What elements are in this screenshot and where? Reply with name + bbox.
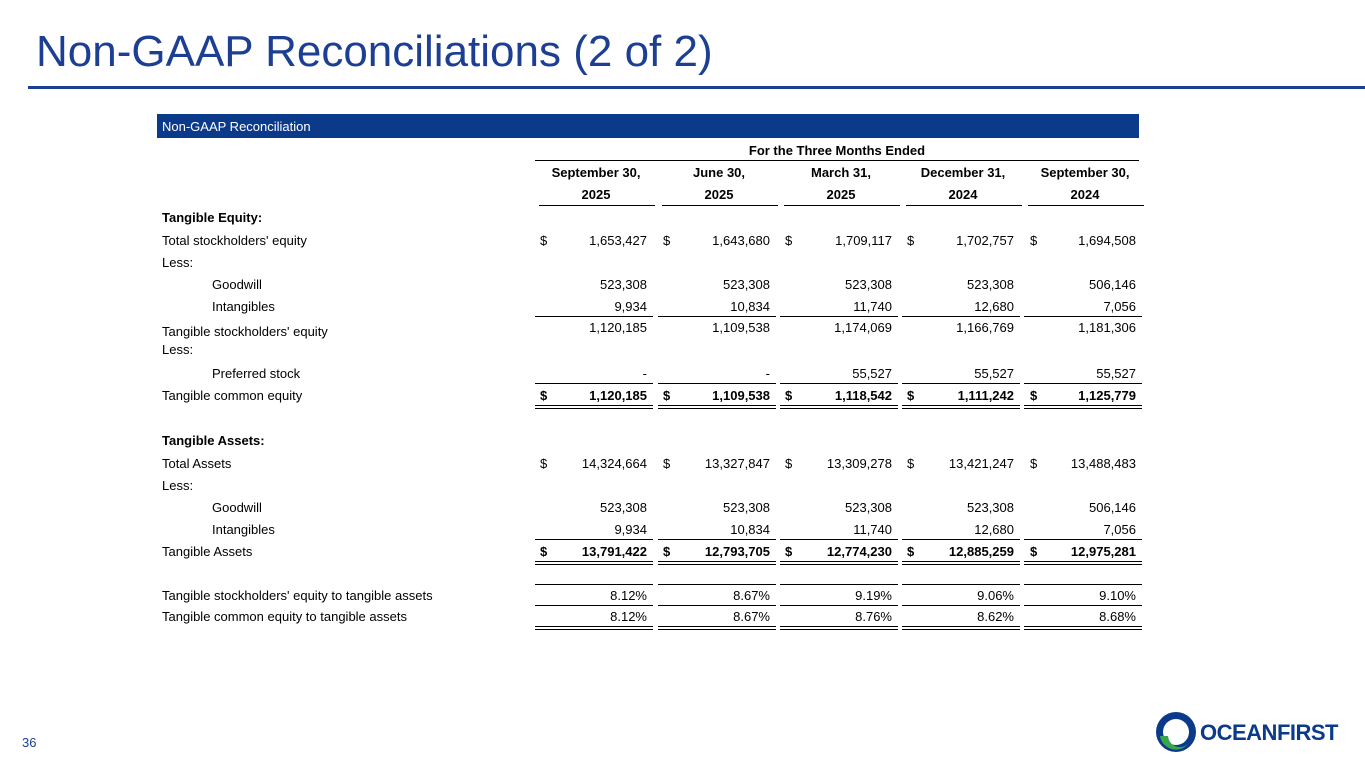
cell-value: 8.68% bbox=[1099, 609, 1136, 624]
column-header-month: September 30, bbox=[1040, 165, 1130, 180]
column-header-rule bbox=[906, 205, 1022, 206]
cell-value: 9.06% bbox=[977, 588, 1014, 603]
cell-value: 1,643,680 bbox=[712, 233, 770, 248]
cell-rule bbox=[535, 316, 653, 317]
currency-symbol: $ bbox=[1030, 456, 1038, 471]
cell-rule bbox=[658, 539, 776, 540]
cell-rule-double bbox=[535, 629, 653, 630]
cell-value: 1,702,757 bbox=[956, 233, 1014, 248]
cell-value: 523,308 bbox=[845, 277, 892, 292]
cell-rule-top bbox=[1024, 584, 1142, 585]
cell-value: 13,488,483 bbox=[1070, 456, 1136, 471]
currency-symbol: $ bbox=[907, 388, 915, 403]
column-header-year: 2024 bbox=[1070, 187, 1100, 202]
cell-rule bbox=[902, 605, 1020, 606]
cell-rule bbox=[658, 605, 776, 606]
cell-rule bbox=[1024, 383, 1142, 384]
cell-value: 13,327,847 bbox=[704, 456, 770, 471]
currency-symbol: $ bbox=[907, 233, 915, 248]
column-header-month: March 31, bbox=[811, 165, 871, 180]
row-label: Less: bbox=[162, 255, 194, 270]
currency-symbol: $ bbox=[663, 388, 671, 403]
cell-rule bbox=[1024, 561, 1142, 562]
cell-rule bbox=[780, 383, 898, 384]
cell-rule-double bbox=[658, 564, 776, 565]
section-heading: Tangible Equity: bbox=[162, 210, 263, 225]
cell-value: 1,174,069 bbox=[834, 320, 892, 335]
cell-value: 506,146 bbox=[1089, 277, 1136, 292]
cell-rule-double bbox=[535, 564, 653, 565]
oceanfirst-logo bbox=[1154, 710, 1344, 754]
cell-rule bbox=[535, 561, 653, 562]
cell-value: 1,709,117 bbox=[835, 233, 892, 248]
cell-rule bbox=[1024, 605, 1142, 606]
currency-symbol: $ bbox=[907, 544, 915, 559]
cell-value: 55,527 bbox=[852, 366, 892, 381]
cell-rule bbox=[902, 561, 1020, 562]
logo-wordmark: OCEANFIRST bbox=[1200, 720, 1338, 745]
column-header-month: December 31, bbox=[920, 165, 1006, 180]
cell-value: 506,146 bbox=[1089, 500, 1136, 515]
cell-rule bbox=[1024, 405, 1142, 406]
cell-value: 11,740 bbox=[853, 299, 892, 314]
currency-symbol: $ bbox=[785, 233, 793, 248]
cell-rule bbox=[780, 626, 898, 627]
cell-rule bbox=[902, 539, 1020, 540]
cell-rule-double bbox=[780, 564, 898, 565]
cell-rule bbox=[658, 405, 776, 406]
column-header-rule bbox=[539, 205, 655, 206]
row-label: Tangible stockholders' equity to tangible assets bbox=[162, 588, 433, 603]
cell-value: - bbox=[642, 366, 647, 381]
row-label: Tangible stockholders' equity bbox=[162, 324, 328, 339]
currency-symbol: $ bbox=[663, 456, 671, 471]
cell-rule-double bbox=[780, 629, 898, 630]
cell-rule bbox=[780, 539, 898, 540]
cell-value: 1,653,427 bbox=[589, 233, 647, 248]
cell-rule-double bbox=[535, 408, 653, 409]
currency-symbol: $ bbox=[663, 233, 671, 248]
cell-value: 12,680 bbox=[974, 299, 1014, 314]
row-label: Less: bbox=[162, 342, 194, 357]
cell-value: 11,740 bbox=[853, 522, 892, 537]
cell-value: 1,181,306 bbox=[1078, 320, 1136, 335]
cell-value: 523,308 bbox=[723, 500, 770, 515]
cell-value: 8.62% bbox=[977, 609, 1014, 624]
cell-value: 8.67% bbox=[733, 588, 770, 603]
row-label: Intangibles bbox=[212, 522, 275, 537]
column-header-year: 2024 bbox=[948, 187, 978, 202]
column-header-rule bbox=[1028, 205, 1144, 206]
cell-value: 8.12% bbox=[610, 588, 647, 603]
cell-rule-top bbox=[535, 584, 653, 585]
currency-symbol: $ bbox=[540, 388, 548, 403]
row-label: Goodwill bbox=[212, 500, 262, 515]
cell-value: - bbox=[765, 366, 770, 381]
table-banner-label: Non-GAAP Reconciliation bbox=[162, 119, 311, 134]
section-heading: Tangible Assets: bbox=[162, 433, 265, 448]
cell-rule bbox=[658, 316, 776, 317]
cell-value: 12,793,705 bbox=[704, 544, 770, 559]
cell-value: 8.67% bbox=[733, 609, 770, 624]
cell-value: 7,056 bbox=[1103, 522, 1136, 537]
cell-value: 1,120,185 bbox=[589, 320, 647, 335]
cell-value: 8.76% bbox=[855, 609, 892, 624]
cell-rule bbox=[658, 383, 776, 384]
period-header-rule bbox=[535, 160, 1139, 161]
cell-rule bbox=[1024, 626, 1142, 627]
cell-rule bbox=[1024, 316, 1142, 317]
cell-rule bbox=[658, 626, 776, 627]
column-header-year: 2025 bbox=[704, 187, 734, 202]
period-header: For the Three Months Ended bbox=[748, 143, 926, 158]
cell-rule-double bbox=[1024, 629, 1142, 630]
cell-value: 7,056 bbox=[1103, 299, 1136, 314]
cell-value: 55,527 bbox=[1096, 366, 1136, 381]
column-header-year: 2025 bbox=[826, 187, 856, 202]
row-label: Total Assets bbox=[162, 456, 232, 471]
cell-value: 523,308 bbox=[723, 277, 770, 292]
currency-symbol: $ bbox=[540, 544, 548, 559]
currency-symbol: $ bbox=[1030, 388, 1038, 403]
cell-rule-double bbox=[658, 629, 776, 630]
cell-value: 1,125,779 bbox=[1078, 388, 1136, 403]
cell-rule bbox=[780, 316, 898, 317]
cell-value: 523,308 bbox=[967, 277, 1014, 292]
cell-value: 9.19% bbox=[855, 588, 892, 603]
cell-value: 13,791,422 bbox=[581, 544, 647, 559]
cell-value: 13,421,247 bbox=[948, 456, 1014, 471]
cell-rule bbox=[535, 539, 653, 540]
cell-value: 1,111,242 bbox=[957, 388, 1014, 403]
cell-rule-double bbox=[1024, 564, 1142, 565]
cell-value: 1,109,538 bbox=[712, 320, 770, 335]
currency-symbol: $ bbox=[540, 233, 548, 248]
cell-rule bbox=[902, 626, 1020, 627]
cell-value: 523,308 bbox=[967, 500, 1014, 515]
cell-value: 12,680 bbox=[974, 522, 1014, 537]
cell-rule bbox=[535, 626, 653, 627]
table-banner bbox=[157, 114, 1139, 138]
row-label: Preferred stock bbox=[212, 366, 301, 381]
cell-value: 14,324,664 bbox=[581, 456, 647, 471]
cell-value: 1,109,538 bbox=[712, 388, 770, 403]
currency-symbol: $ bbox=[785, 388, 793, 403]
column-header-month: June 30, bbox=[692, 165, 746, 180]
currency-symbol: $ bbox=[907, 456, 915, 471]
cell-rule bbox=[658, 561, 776, 562]
cell-rule bbox=[1024, 539, 1142, 540]
cell-rule bbox=[535, 405, 653, 406]
row-label: Intangibles bbox=[212, 299, 275, 314]
row-label: Tangible Assets bbox=[162, 544, 253, 559]
logo-mark-icon bbox=[1154, 710, 1198, 754]
row-label: Less: bbox=[162, 478, 194, 493]
cell-rule bbox=[902, 383, 1020, 384]
cell-rule-double bbox=[902, 564, 1020, 565]
cell-rule-top bbox=[902, 584, 1020, 585]
cell-rule-double bbox=[902, 408, 1020, 409]
cell-rule bbox=[902, 405, 1020, 406]
currency-symbol: $ bbox=[663, 544, 671, 559]
cell-value: 1,118,542 bbox=[834, 388, 892, 403]
row-label: Tangible common equity bbox=[162, 388, 303, 403]
cell-value: 9.10% bbox=[1099, 588, 1136, 603]
currency-symbol: $ bbox=[1030, 233, 1038, 248]
currency-symbol: $ bbox=[785, 456, 793, 471]
cell-value: 12,975,281 bbox=[1070, 544, 1136, 559]
cell-value: 523,308 bbox=[845, 500, 892, 515]
cell-value: 8.12% bbox=[610, 609, 647, 624]
cell-rule-top bbox=[658, 584, 776, 585]
cell-rule bbox=[780, 561, 898, 562]
column-header-rule bbox=[784, 205, 900, 206]
row-label: Tangible common equity to tangible assets bbox=[162, 609, 407, 624]
currency-symbol: $ bbox=[540, 456, 548, 471]
currency-symbol: $ bbox=[785, 544, 793, 559]
page-title: Non-GAAP Reconciliations (2 of 2) bbox=[36, 27, 713, 76]
cell-value: 10,834 bbox=[730, 299, 770, 314]
cell-rule bbox=[780, 605, 898, 606]
cell-rule-double bbox=[780, 408, 898, 409]
cell-rule-top bbox=[780, 584, 898, 585]
row-label: Goodwill bbox=[212, 277, 262, 292]
cell-rule bbox=[902, 316, 1020, 317]
cell-rule bbox=[535, 383, 653, 384]
cell-value: 12,885,259 bbox=[948, 544, 1014, 559]
cell-value: 1,166,769 bbox=[956, 320, 1014, 335]
cell-value: 12,774,230 bbox=[826, 544, 892, 559]
title-underline bbox=[28, 86, 1365, 89]
page-number: 36 bbox=[22, 735, 37, 750]
column-header-year: 2025 bbox=[581, 187, 611, 202]
cell-rule-double bbox=[1024, 408, 1142, 409]
cell-value: 13,309,278 bbox=[826, 456, 892, 471]
cell-value: 523,308 bbox=[600, 500, 647, 515]
cell-rule-double bbox=[658, 408, 776, 409]
cell-rule bbox=[780, 405, 898, 406]
cell-value: 55,527 bbox=[974, 366, 1014, 381]
cell-rule-double bbox=[902, 629, 1020, 630]
cell-value: 9,934 bbox=[614, 299, 647, 314]
cell-value: 1,694,508 bbox=[1078, 233, 1136, 248]
currency-symbol: $ bbox=[1030, 544, 1038, 559]
cell-value: 9,934 bbox=[614, 522, 647, 537]
column-header-month: September 30, bbox=[551, 165, 641, 180]
cell-value: 523,308 bbox=[600, 277, 647, 292]
row-label: Total stockholders' equity bbox=[162, 233, 307, 248]
cell-value: 10,834 bbox=[730, 522, 770, 537]
column-header-rule bbox=[662, 205, 778, 206]
cell-value: 1,120,185 bbox=[589, 388, 647, 403]
cell-rule bbox=[535, 605, 653, 606]
